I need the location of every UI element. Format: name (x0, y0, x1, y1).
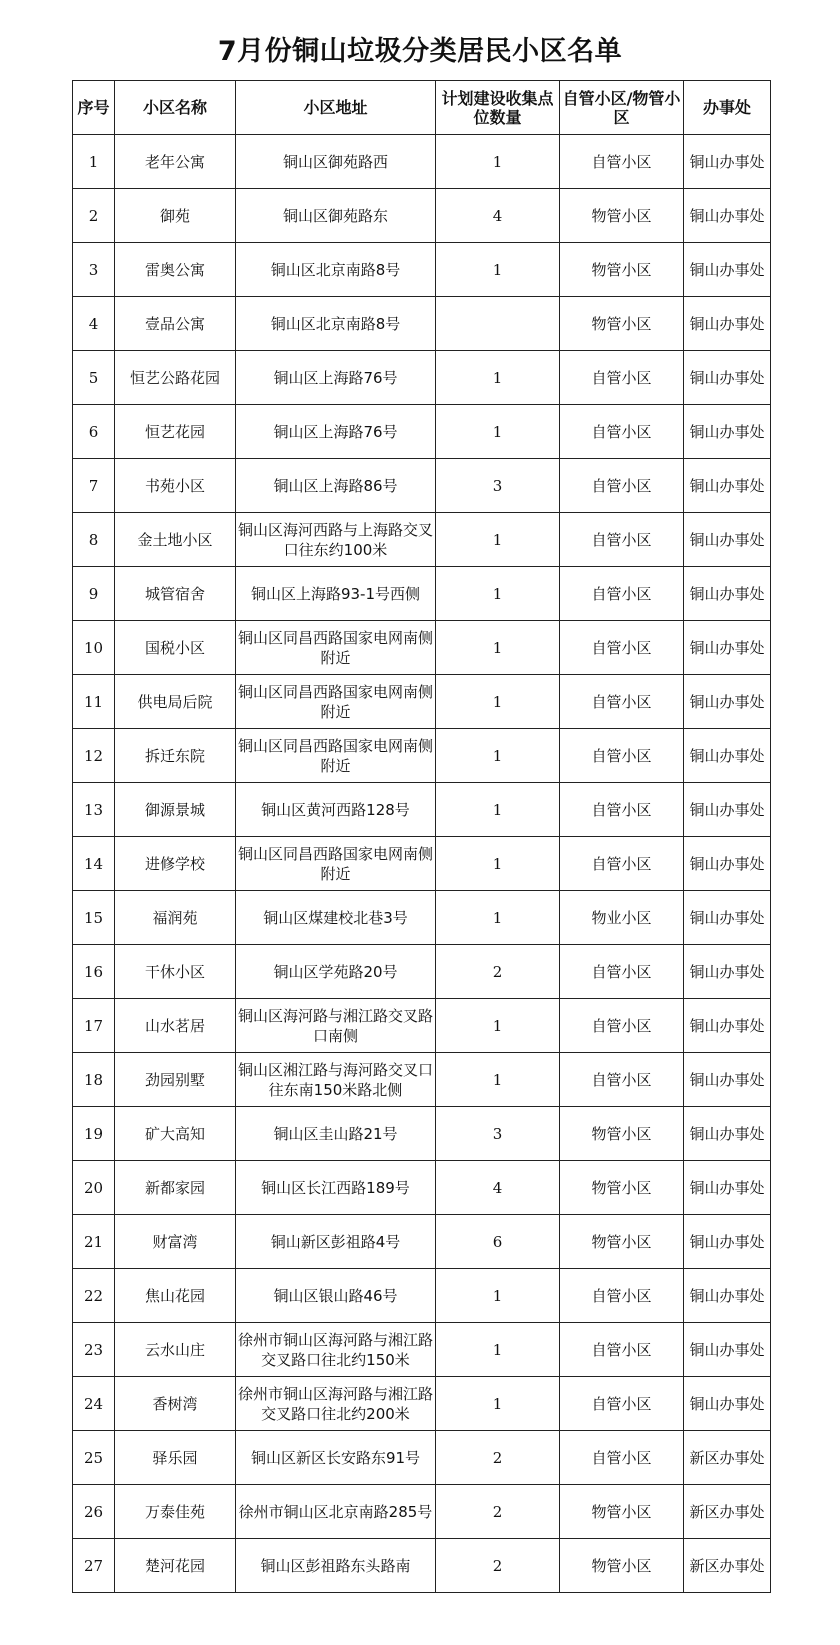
page-title: 7月份铜山垃圾分类居民小区名单 (217, 36, 623, 67)
table-row (73, 1539, 771, 1593)
cell-no: 15 (73, 891, 115, 945)
header-row (73, 81, 771, 135)
cell-name: 矿大高知 (115, 1107, 236, 1161)
cell-address: 铜山区同昌西路国家电网南侧附近 (236, 621, 436, 675)
cell-office: 铜山办事处 (684, 1377, 771, 1431)
cell-office: 铜山办事处 (684, 1161, 771, 1215)
cell-type: 自管小区 (560, 1323, 684, 1377)
cell-no: 24 (73, 1377, 115, 1431)
cell-count: 2 (436, 1431, 560, 1485)
cell-address: 铜山区圭山路21号 (236, 1107, 436, 1161)
table-row (73, 1107, 771, 1161)
cell-name: 财富湾 (115, 1215, 236, 1269)
cell-type: 自管小区 (560, 1053, 684, 1107)
header-name: 小区名称 (115, 81, 236, 135)
cell-address: 铜山区银山路46号 (236, 1269, 436, 1323)
cell-name: 金土地小区 (115, 513, 236, 567)
cell-count: 2 (436, 1485, 560, 1539)
cell-no: 17 (73, 999, 115, 1053)
cell-type: 物管小区 (560, 1215, 684, 1269)
cell-no: 11 (73, 675, 115, 729)
cell-name: 老年公寓 (115, 135, 236, 189)
cell-office: 铜山办事处 (684, 837, 771, 891)
cell-office: 铜山办事处 (684, 1053, 771, 1107)
cell-office: 铜山办事处 (684, 675, 771, 729)
cell-name: 书苑小区 (115, 459, 236, 513)
cell-type: 物管小区 (560, 297, 684, 351)
cell-name: 壹品公寓 (115, 297, 236, 351)
table-row (73, 1161, 771, 1215)
cell-no: 2 (73, 189, 115, 243)
cell-type: 自管小区 (560, 945, 684, 999)
cell-no: 16 (73, 945, 115, 999)
cell-no: 22 (73, 1269, 115, 1323)
cell-address: 铜山区黄河西路128号 (236, 783, 436, 837)
cell-no: 20 (73, 1161, 115, 1215)
cell-office: 铜山办事处 (684, 1215, 771, 1269)
cell-count: 1 (436, 891, 560, 945)
cell-office: 铜山办事处 (684, 783, 771, 837)
table-row (73, 297, 771, 351)
cell-address: 徐州市铜山区北京南路285号 (236, 1485, 436, 1539)
cell-address: 徐州市铜山区海河路与湘江路交叉路口往北约200米 (236, 1377, 436, 1431)
table-row (73, 243, 771, 297)
cell-no: 4 (73, 297, 115, 351)
cell-no: 21 (73, 1215, 115, 1269)
cell-type: 自管小区 (560, 837, 684, 891)
cell-address: 铜山区学苑路20号 (236, 945, 436, 999)
table-body (73, 135, 771, 1593)
cell-address: 铜山区海河路与湘江路交叉路口南侧 (236, 999, 436, 1053)
cell-name: 云水山庄 (115, 1323, 236, 1377)
cell-type: 物管小区 (560, 189, 684, 243)
cell-name: 进修学校 (115, 837, 236, 891)
cell-count: 1 (436, 783, 560, 837)
cell-no: 3 (73, 243, 115, 297)
cell-type: 自管小区 (560, 135, 684, 189)
table-row (73, 459, 771, 513)
cell-no: 14 (73, 837, 115, 891)
cell-no: 8 (73, 513, 115, 567)
cell-address: 铜山区海河西路与上海路交叉口往东约100米 (236, 513, 436, 567)
cell-type: 自管小区 (560, 405, 684, 459)
cell-name: 楚河花园 (115, 1539, 236, 1593)
cell-name: 城管宿舍 (115, 567, 236, 621)
table-row (73, 729, 771, 783)
header-type: 自管小区/物管小区 (560, 81, 684, 135)
cell-address: 铜山区北京南路8号 (236, 297, 436, 351)
cell-no: 27 (73, 1539, 115, 1593)
cell-count: 1 (436, 1377, 560, 1431)
header-count: 计划建设收集点位数量 (436, 81, 560, 135)
cell-address: 铜山区御苑路东 (236, 189, 436, 243)
cell-type: 自管小区 (560, 783, 684, 837)
table-row (73, 1269, 771, 1323)
cell-type: 自管小区 (560, 1431, 684, 1485)
cell-office: 铜山办事处 (684, 405, 771, 459)
cell-type: 自管小区 (560, 351, 684, 405)
cell-address: 铜山区上海路76号 (236, 405, 436, 459)
cell-address: 铜山区长江西路189号 (236, 1161, 436, 1215)
cell-name: 焦山花园 (115, 1269, 236, 1323)
cell-address: 铜山区同昌西路国家电网南侧附近 (236, 729, 436, 783)
table-row (73, 1323, 771, 1377)
cell-address: 铜山新区彭祖路4号 (236, 1215, 436, 1269)
cell-address: 铜山区上海路86号 (236, 459, 436, 513)
cell-type: 自管小区 (560, 513, 684, 567)
cell-no: 10 (73, 621, 115, 675)
cell-name: 国税小区 (115, 621, 236, 675)
cell-count: 4 (436, 189, 560, 243)
table-row (73, 1377, 771, 1431)
cell-type: 自管小区 (560, 621, 684, 675)
cell-office: 铜山办事处 (684, 297, 771, 351)
cell-type: 物管小区 (560, 1107, 684, 1161)
cell-name: 御源景城 (115, 783, 236, 837)
table-row (73, 567, 771, 621)
cell-count: 1 (436, 135, 560, 189)
cell-name: 福润苑 (115, 891, 236, 945)
cell-name: 新都家园 (115, 1161, 236, 1215)
cell-office: 新区办事处 (684, 1539, 771, 1593)
cell-office: 铜山办事处 (684, 135, 771, 189)
cell-type: 物管小区 (560, 243, 684, 297)
cell-office: 铜山办事处 (684, 945, 771, 999)
table-row (73, 513, 771, 567)
cell-count: 1 (436, 567, 560, 621)
cell-name: 驿乐园 (115, 1431, 236, 1485)
table-row (73, 405, 771, 459)
cell-name: 恒艺花园 (115, 405, 236, 459)
table-row (73, 135, 771, 189)
cell-office: 铜山办事处 (684, 243, 771, 297)
cell-name: 供电局后院 (115, 675, 236, 729)
table-row (73, 675, 771, 729)
cell-office: 新区办事处 (684, 1485, 771, 1539)
cell-office: 铜山办事处 (684, 1323, 771, 1377)
cell-office: 铜山办事处 (684, 513, 771, 567)
cell-type: 物业小区 (560, 891, 684, 945)
cell-count: 1 (436, 351, 560, 405)
cell-count: 3 (436, 459, 560, 513)
table-row (73, 1485, 771, 1539)
cell-name: 万泰佳苑 (115, 1485, 236, 1539)
table-row (73, 945, 771, 999)
header-address: 小区地址 (236, 81, 436, 135)
table-row (73, 621, 771, 675)
cell-count: 1 (436, 1053, 560, 1107)
header-no: 序号 (73, 81, 115, 135)
cell-count: 1 (436, 1269, 560, 1323)
cell-office: 铜山办事处 (684, 891, 771, 945)
cell-office: 铜山办事处 (684, 999, 771, 1053)
cell-office: 铜山办事处 (684, 189, 771, 243)
cell-count: 1 (436, 729, 560, 783)
cell-type: 自管小区 (560, 567, 684, 621)
table-row (73, 783, 771, 837)
cell-no: 1 (73, 135, 115, 189)
table-row (73, 351, 771, 405)
cell-address: 铜山区彭祖路东头路南 (236, 1539, 436, 1593)
cell-type: 自管小区 (560, 675, 684, 729)
cell-name: 劲园别墅 (115, 1053, 236, 1107)
table-row (73, 999, 771, 1053)
table-row (73, 891, 771, 945)
cell-type: 物管小区 (560, 1539, 684, 1593)
table-header (73, 81, 771, 135)
cell-count: 2 (436, 1539, 560, 1593)
table-row (73, 1053, 771, 1107)
community-table (72, 80, 771, 1593)
cell-office: 铜山办事处 (684, 729, 771, 783)
cell-count: 1 (436, 513, 560, 567)
cell-address: 铜山区湘江路与海河路交叉口往东南150米路北侧 (236, 1053, 436, 1107)
cell-no: 9 (73, 567, 115, 621)
table-row (73, 837, 771, 891)
cell-name: 拆迁东院 (115, 729, 236, 783)
cell-count: 1 (436, 243, 560, 297)
cell-no: 23 (73, 1323, 115, 1377)
cell-count: 6 (436, 1215, 560, 1269)
cell-name: 御苑 (115, 189, 236, 243)
cell-count: 3 (436, 1107, 560, 1161)
cell-address: 铜山区上海路76号 (236, 351, 436, 405)
cell-type: 自管小区 (560, 729, 684, 783)
cell-count (436, 297, 560, 351)
cell-no: 12 (73, 729, 115, 783)
cell-name: 山水茗居 (115, 999, 236, 1053)
cell-office: 铜山办事处 (684, 621, 771, 675)
cell-address: 铜山区煤建校北巷3号 (236, 891, 436, 945)
cell-address: 铜山区北京南路8号 (236, 243, 436, 297)
cell-count: 1 (436, 1323, 560, 1377)
cell-count: 4 (436, 1161, 560, 1215)
cell-address: 铜山区御苑路西 (236, 135, 436, 189)
cell-office: 铜山办事处 (684, 1269, 771, 1323)
cell-office: 新区办事处 (684, 1431, 771, 1485)
cell-address: 铜山区新区长安路东91号 (236, 1431, 436, 1485)
cell-count: 1 (436, 999, 560, 1053)
cell-count: 1 (436, 621, 560, 675)
cell-no: 26 (73, 1485, 115, 1539)
cell-name: 恒艺公路花园 (115, 351, 236, 405)
cell-type: 物管小区 (560, 1161, 684, 1215)
cell-address: 徐州市铜山区海河路与湘江路交叉路口往北约150米 (236, 1323, 436, 1377)
cell-no: 6 (73, 405, 115, 459)
cell-count: 1 (436, 675, 560, 729)
cell-no: 18 (73, 1053, 115, 1107)
cell-name: 干休小区 (115, 945, 236, 999)
header-office: 办事处 (684, 81, 771, 135)
cell-no: 5 (73, 351, 115, 405)
cell-no: 25 (73, 1431, 115, 1485)
cell-no: 19 (73, 1107, 115, 1161)
cell-type: 自管小区 (560, 999, 684, 1053)
cell-no: 7 (73, 459, 115, 513)
cell-office: 铜山办事处 (684, 459, 771, 513)
cell-name: 雷奥公寓 (115, 243, 236, 297)
cell-address: 铜山区上海路93-1号西侧 (236, 567, 436, 621)
cell-no: 13 (73, 783, 115, 837)
table-row (73, 1215, 771, 1269)
cell-type: 自管小区 (560, 459, 684, 513)
cell-count: 1 (436, 837, 560, 891)
cell-type: 自管小区 (560, 1377, 684, 1431)
cell-office: 铜山办事处 (684, 567, 771, 621)
table-row (73, 1431, 771, 1485)
cell-count: 2 (436, 945, 560, 999)
cell-count: 1 (436, 405, 560, 459)
cell-office: 铜山办事处 (684, 1107, 771, 1161)
cell-address: 铜山区同昌西路国家电网南侧附近 (236, 837, 436, 891)
table-row (73, 189, 771, 243)
cell-office: 铜山办事处 (684, 351, 771, 405)
cell-name: 香树湾 (115, 1377, 236, 1431)
cell-type: 自管小区 (560, 1269, 684, 1323)
cell-address: 铜山区同昌西路国家电网南侧附近 (236, 675, 436, 729)
cell-type: 物管小区 (560, 1485, 684, 1539)
